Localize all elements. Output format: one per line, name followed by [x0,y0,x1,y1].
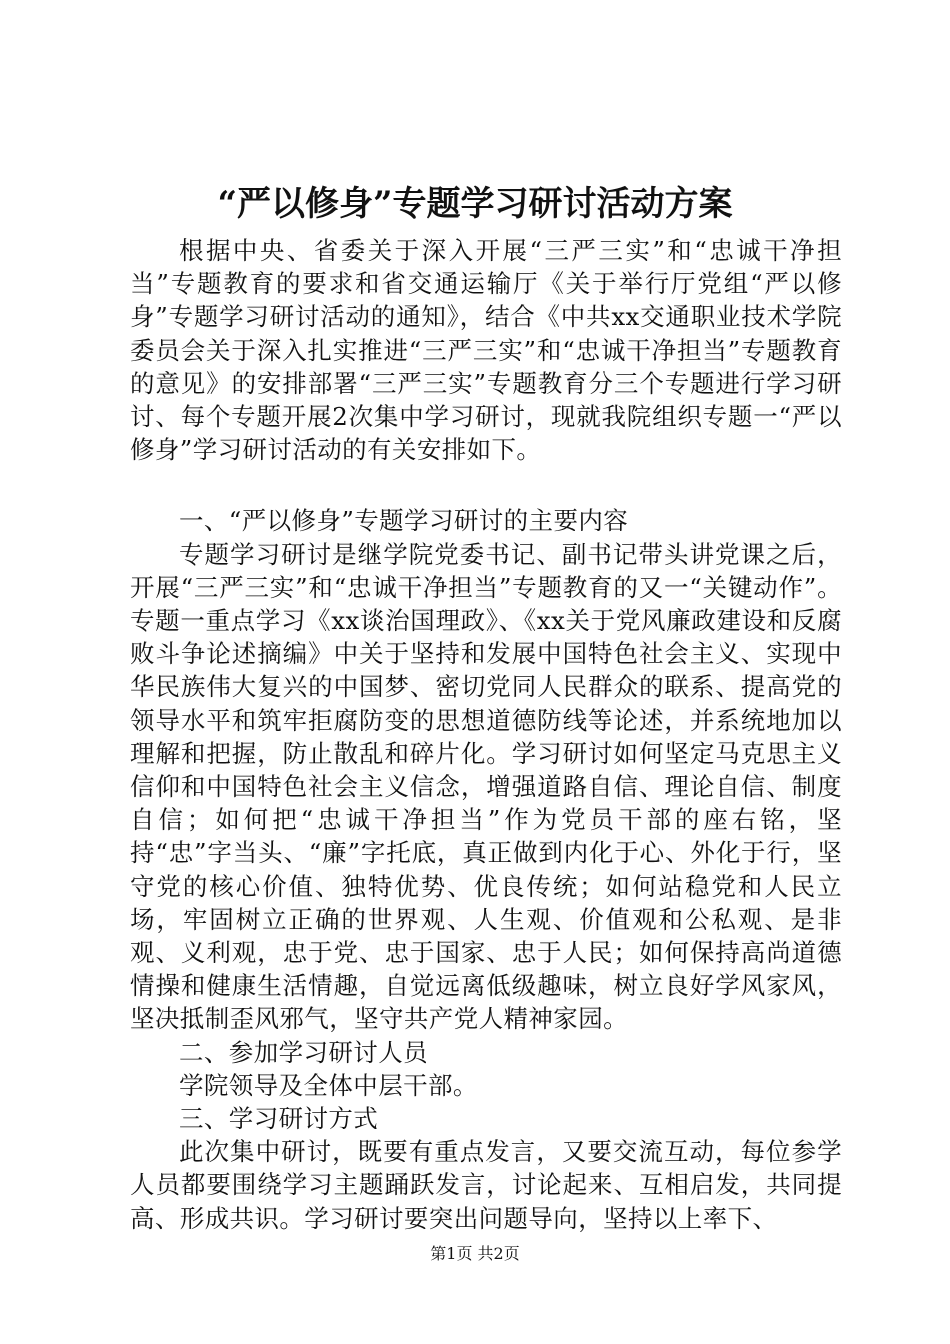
section-1-paragraph: 专题学习研讨是继学院党委书记、副书记带头讲党课之后，开展“三严三实”和“忠诚干净担当”专题教育的又一“关键动作”。专题一重点学习《xx谈治国理政》、《xx关于党风廉政建设和反腐败斗争论述摘编》中关于坚持和发展中国特色社会主义、实现中华民族伟大复兴的中国梦、密切党同人民群众的联系、提高党的领导水平和筑牢拒腐防变的思想道德防线等论述，并系统地加以理解和把握，防止散乱和碎片化。学习研讨如何坚定马克思主义信仰和中国特色社会主义信念，增强道路自信、理论自信、制度自信；如何把“忠诚干净担当”作为党员干部的座右铭，坚持“忠”字当头、“廉”字托底，真正做到内化于心、外化于行，坚守党的核心价值、独特优势、优良传统；如何站稳党和人民立场，牢固树立正确的世界观、人生观、价值观和公私观、是非观、义利观，忠于党、忠于国家、忠于人民；如何保持高尚道德情操和健康生活情趣，自觉远离低级趣味，树立良好学风家风，坚决抵制歪风邪气，坚守共产党人精神家园。 [130,539,842,1034]
intro-paragraph: 根据中央、省委关于深入开展“三严三实”和“忠诚干净担当”专题教育的要求和省交通运输厅《关于举行厅党组“严以修身”专题学习研讨活动的通知》，结合《中共xx交通职业技术学院委员会关于深入扎实推进“三严三实”和“忠诚干净担当”专题教育的意见》的安排部署“三严三实”专题教育分三个专题进行学习研讨、每个专题开展2次集中学习研讨，现就我院组织专题一“严以修身”学习研讨活动的有关安排如下。 [130,236,842,465]
section-2-heading: 二、参加学习研讨人员 [179,1037,428,1067]
section-2-paragraph: 学院领导及全体中层干部。 [179,1070,478,1100]
section-3-heading: 三、学习研讨方式 [179,1104,379,1134]
document-title: “严以修身”专题学习研讨活动方案 [217,184,733,224]
document-body [130,234,842,1235]
section-3-paragraph: 此次集中研讨，既要有重点发言，又要交流互动，每位参学人员都要围绕学习主题踊跃发言，讨论起来、互相启发，共同提高、形成共识。学习研讨要突出问题导向，坚持以上率下、 [130,1137,842,1233]
page-number-footer: 第1页 共2页 [430,1244,520,1263]
section-1-heading: 一、“严以修身”专题学习研讨的主要内容 [179,506,629,536]
